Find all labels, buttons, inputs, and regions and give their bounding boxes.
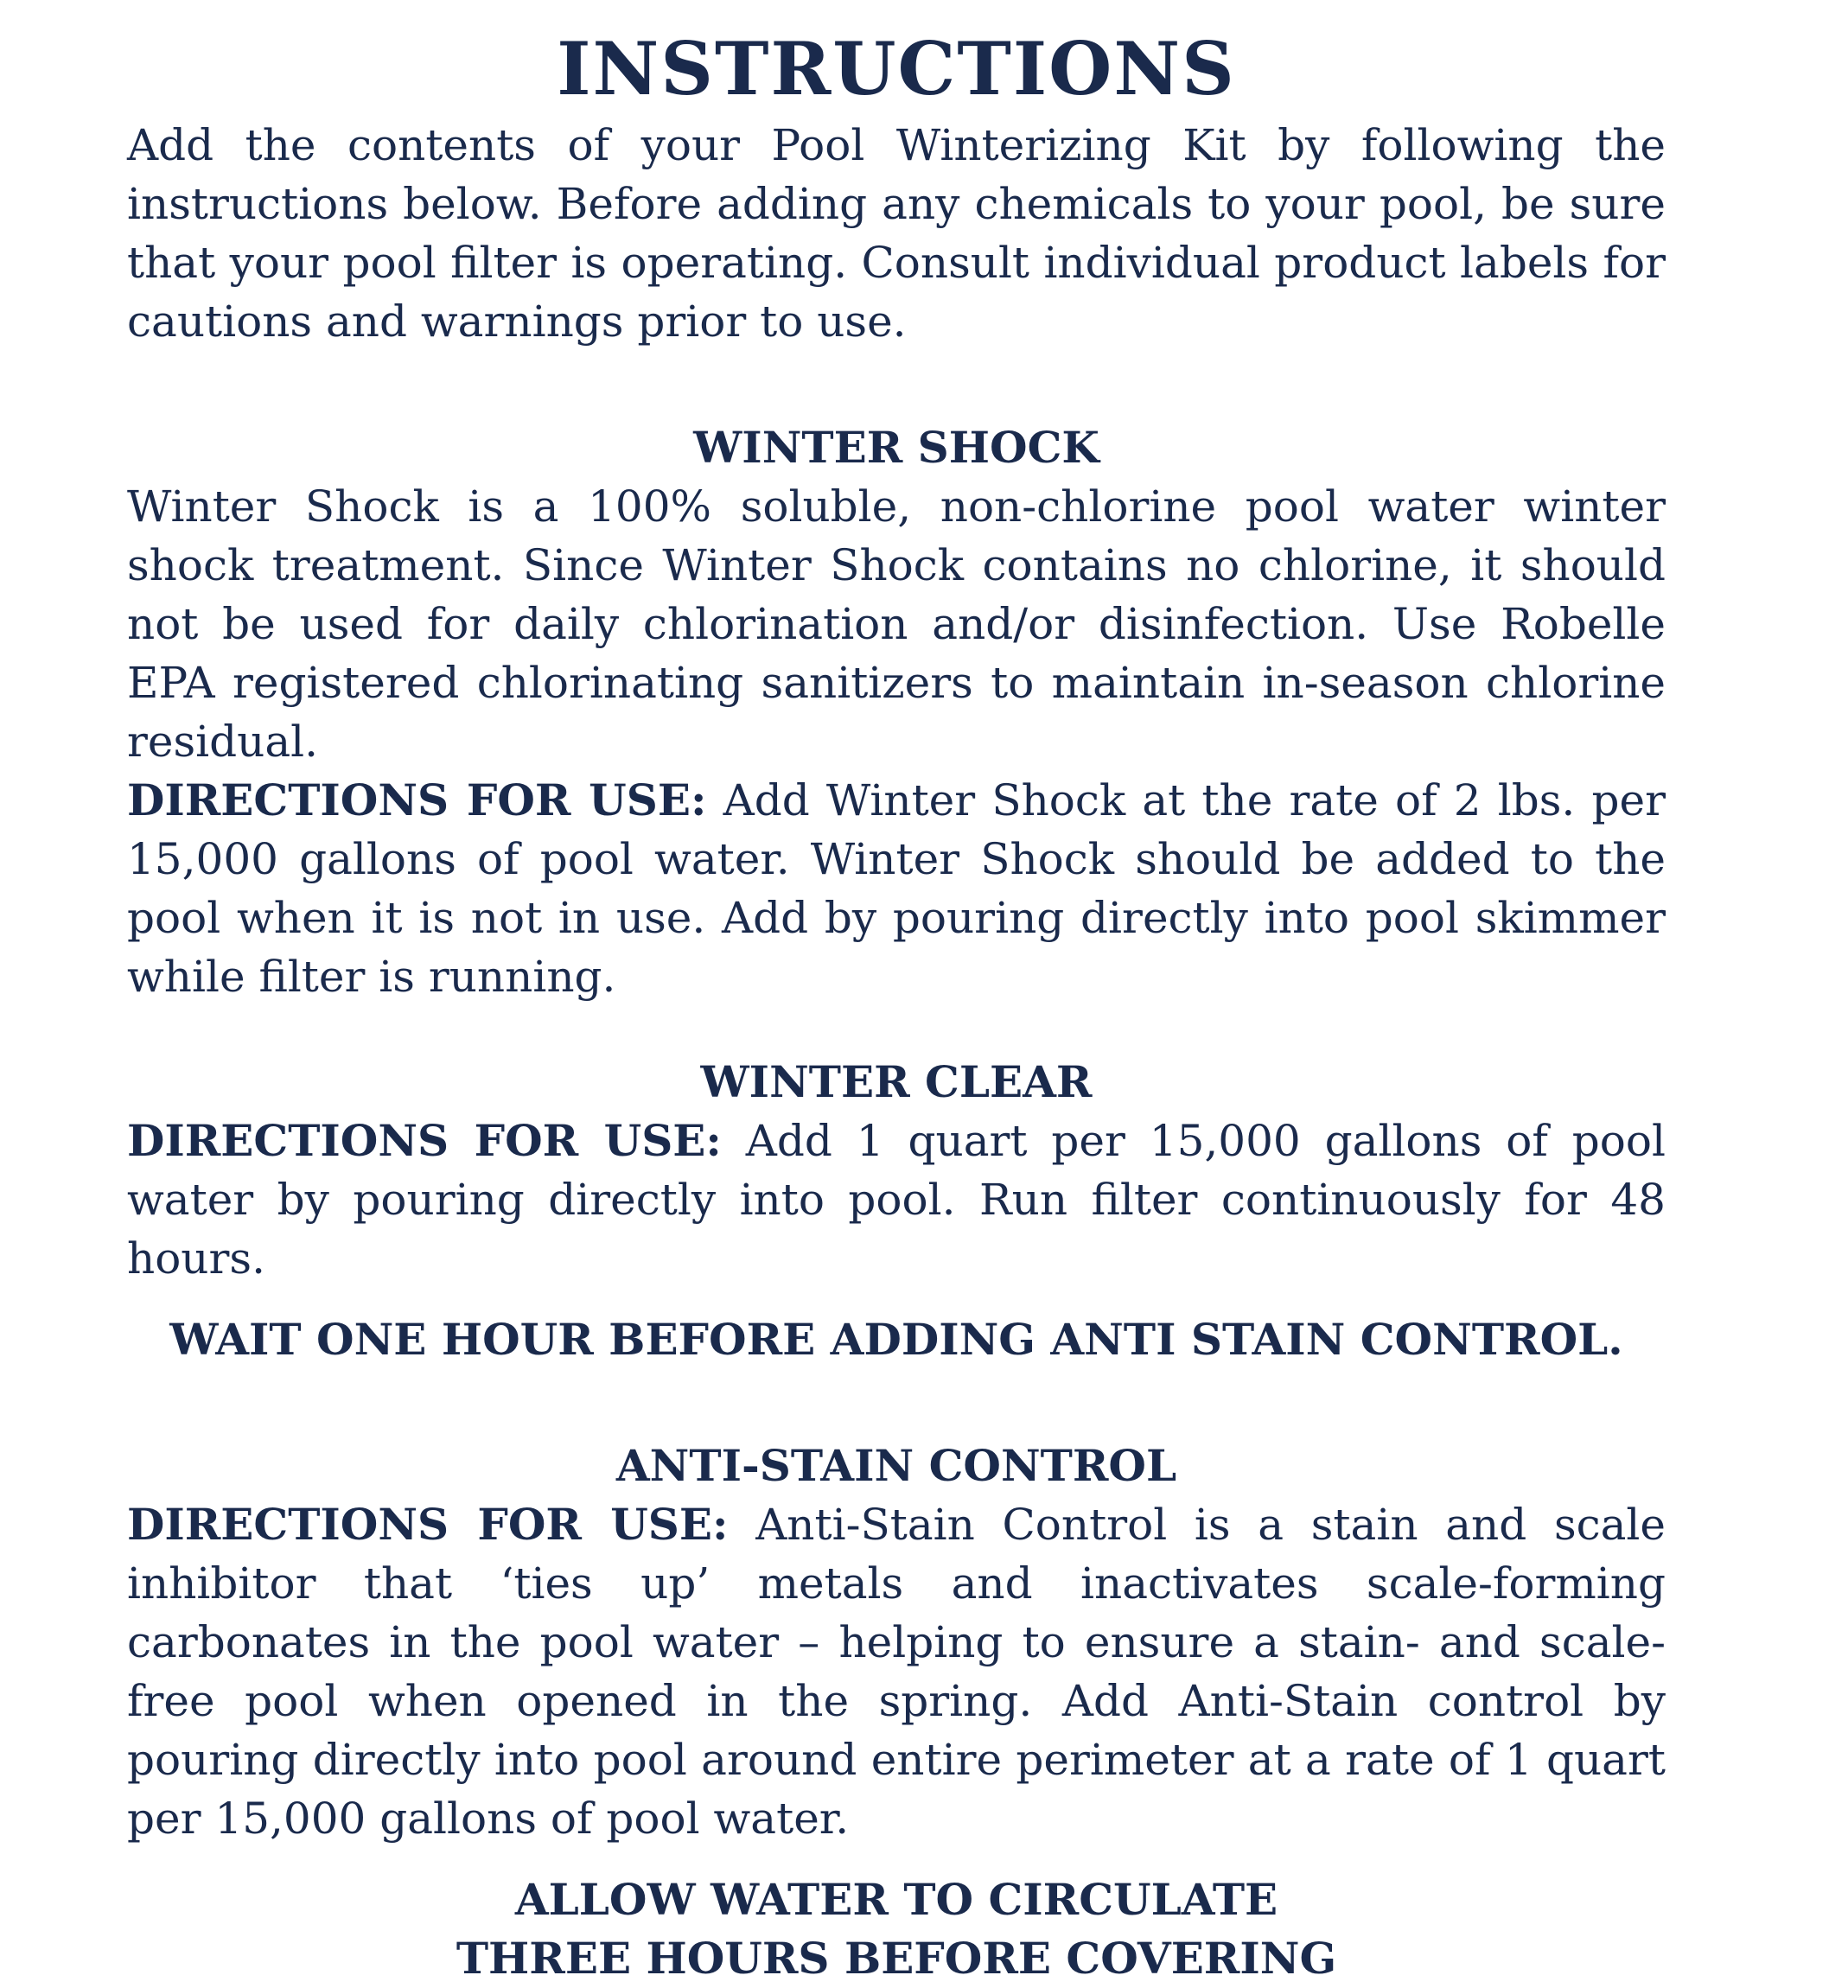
anti-stain-directions-text: Anti-Stain Control is a stain and scale inhibitor that ‘ties up’ metals and inactivates scale-forming carbonates in the pool water – helping to ensure a stain- and scale-free pool when opened in the spring. Add Anti-Stain control by pouring directly into pool around entire perimeter at a rate of 1 quart per 15,000 gallons of pool water.: [127, 1500, 1666, 1844]
final-notice-line-2: THREE HOURS BEFORE COVERING: [456, 1933, 1337, 1984]
anti-stain-directions: [127, 1495, 1666, 1848]
spacer: [127, 351, 1666, 418]
spacer: [127, 1288, 1666, 1310]
anti-stain-section: [127, 1437, 1666, 1848]
spacer: [127, 1369, 1666, 1437]
winter-clear-section: [127, 1053, 1666, 1288]
winter-clear-directions-text: Add 1 quart per 15,000 gallons of pool water by pouring directly into pool. Run filter continuously for 48 hours.: [127, 1116, 1666, 1284]
instructions-document: [127, 26, 1666, 1988]
winter-shock-directions: [127, 771, 1666, 1006]
winter-clear-heading: WINTER CLEAR: [700, 1056, 1093, 1107]
final-notice-line-1: ALLOW WATER TO CIRCULATE: [514, 1874, 1278, 1925]
winter-clear-directions: [127, 1112, 1666, 1288]
directions-label: DIRECTIONS FOR USE:: [127, 774, 707, 825]
final-notice: [127, 1870, 1666, 1988]
intro-paragraph: Add the contents of your Pool Winterizing Kit by following the instructions below. Before adding any chemicals to your pool, be sure that your pool filter is operating. Consult individual product labels for cautions and warnings prior to use.: [127, 120, 1666, 347]
directions-label: DIRECTIONS FOR USE:: [127, 1499, 729, 1550]
spacer: [127, 1006, 1666, 1053]
directions-label: DIRECTIONS FOR USE:: [127, 1115, 722, 1166]
page-title: INSTRUCTIONS: [557, 26, 1236, 112]
winter-shock-directions-text: Add Winter Shock at the rate of 2 lbs. per 15,000 gallons of pool water. Winter Shock should be added to the pool when it is not in use. Add by pouring directly into pool skimmer while filter is running.: [127, 775, 1666, 1002]
winter-shock-heading: WINTER SHOCK: [693, 422, 1099, 473]
spacer: [127, 1848, 1666, 1870]
winter-shock-description: Winter Shock is a 100% soluble, non-chlorine pool water winter shock treatment. Since Winter Shock contains no chlorine, it should not be used for daily chlorination and/or disinfection. Use Robelle EPA registered chlorinating sanitizers to maintain in-season chlorine residual.: [127, 481, 1666, 767]
anti-stain-heading: ANTI-STAIN CONTROL: [615, 1440, 1177, 1491]
wait-notice: WAIT ONE HOUR BEFORE ADDING ANTI STAIN CONTROL.: [169, 1314, 1623, 1365]
winter-shock-section: [127, 418, 1666, 1006]
